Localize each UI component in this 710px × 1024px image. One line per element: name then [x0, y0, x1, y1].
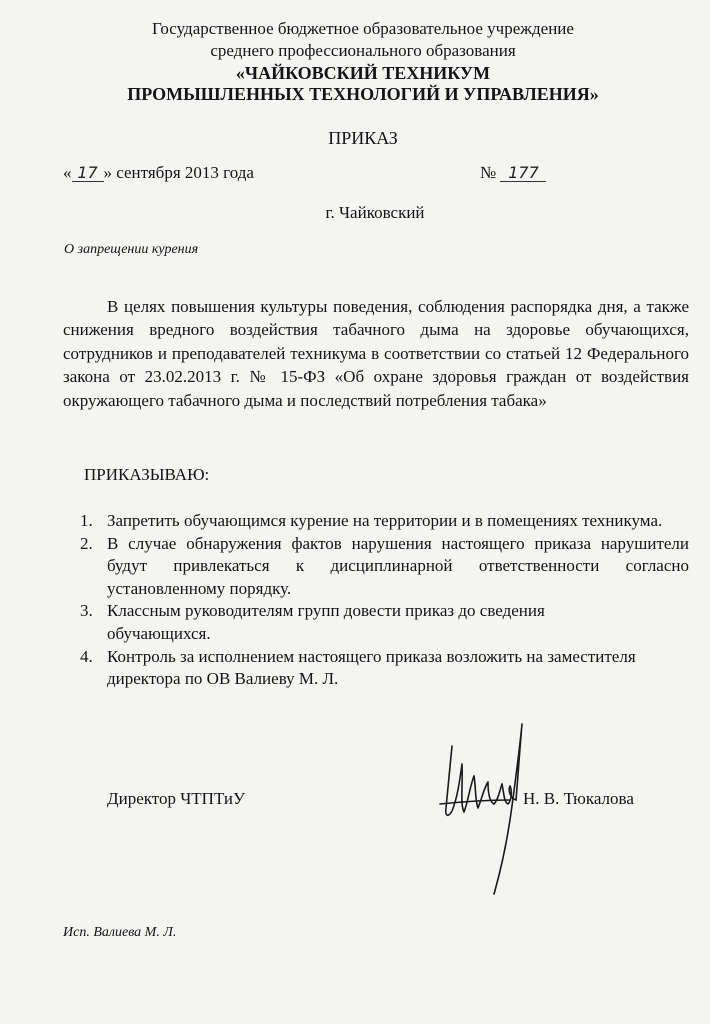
list-item-number: 3. — [80, 601, 93, 621]
list-item-text: Контроль за исполнением настоящего приказа возложить на заместителя директора по ОВ Валиеву М. Л. — [107, 646, 636, 689]
header-org-line-2: среднего профессионального образования — [210, 41, 516, 60]
header-org-name-line-1: «ЧАЙКОВСКИЙ ТЕХНИКУМ — [235, 63, 491, 83]
signatory-name: Н. В. Тюкалова — [523, 789, 634, 808]
order-number-prefix: № — [480, 163, 497, 182]
list-item-text: Запретить обучающимся курение на территории и в помещениях техникума. — [107, 511, 663, 530]
date-open-quote: « — [63, 163, 72, 182]
order-directive-word: ПРИКАЗЫВАЮ: — [84, 465, 210, 484]
order-number-handwritten: 177 — [500, 165, 546, 182]
order-items-list — [80, 510, 689, 691]
list-item — [80, 600, 689, 645]
list-item — [80, 510, 689, 533]
order-date — [63, 163, 254, 183]
list-item-text: В случае обнаружения фактов нарушения настоящего приказа нарушители будут привлекаться к дисциплинарной ответственности согласно установленному порядку. — [107, 533, 689, 598]
list-item-number: 4. — [80, 646, 93, 666]
header-org-name-line-2: ПРОМЫШЛЕННЫХ ТЕХНОЛОГИЙ И УПРАВЛЕНИЯ» — [127, 84, 599, 104]
list-item — [80, 646, 689, 691]
document-title: ПРИКАЗ — [328, 128, 398, 148]
preamble-paragraph: В целях повышения культуры поведения, соблюдения распорядка дня, а также снижения вредного воздействия табачного дыма на здоровье обучающихся, сотрудников и преподавателей техникума в соответствии со статьей 12 Федерального закона от 23.02.2013 г. № 15-ФЗ «Об охране здоровья граждан от воздействия окружающего табачного дыма и последствий потребления табака» — [63, 297, 689, 410]
header-org-line-1: Государственное бюджетное образовательное учреждение — [152, 19, 574, 38]
list-item-number: 1. — [80, 511, 93, 530]
list-item-text: Классным руководителям групп довести приказ до сведения обучающихся. — [107, 601, 545, 643]
handwritten-signature — [430, 716, 540, 906]
order-number — [480, 163, 546, 183]
date-day-handwritten: 17 — [72, 165, 104, 182]
list-item — [80, 533, 689, 601]
signatory-title: Директор ЧТПТиУ — [107, 789, 246, 808]
date-close-quote: » — [103, 163, 112, 182]
order-subject: О запрещении курения — [64, 242, 199, 257]
list-item-number: 2. — [80, 533, 93, 553]
date-month-year: сентября 2013 года — [112, 163, 254, 182]
executor-note: Исп. Валиева М. Л. — [63, 925, 177, 940]
city: г. Чайковский — [325, 203, 425, 222]
